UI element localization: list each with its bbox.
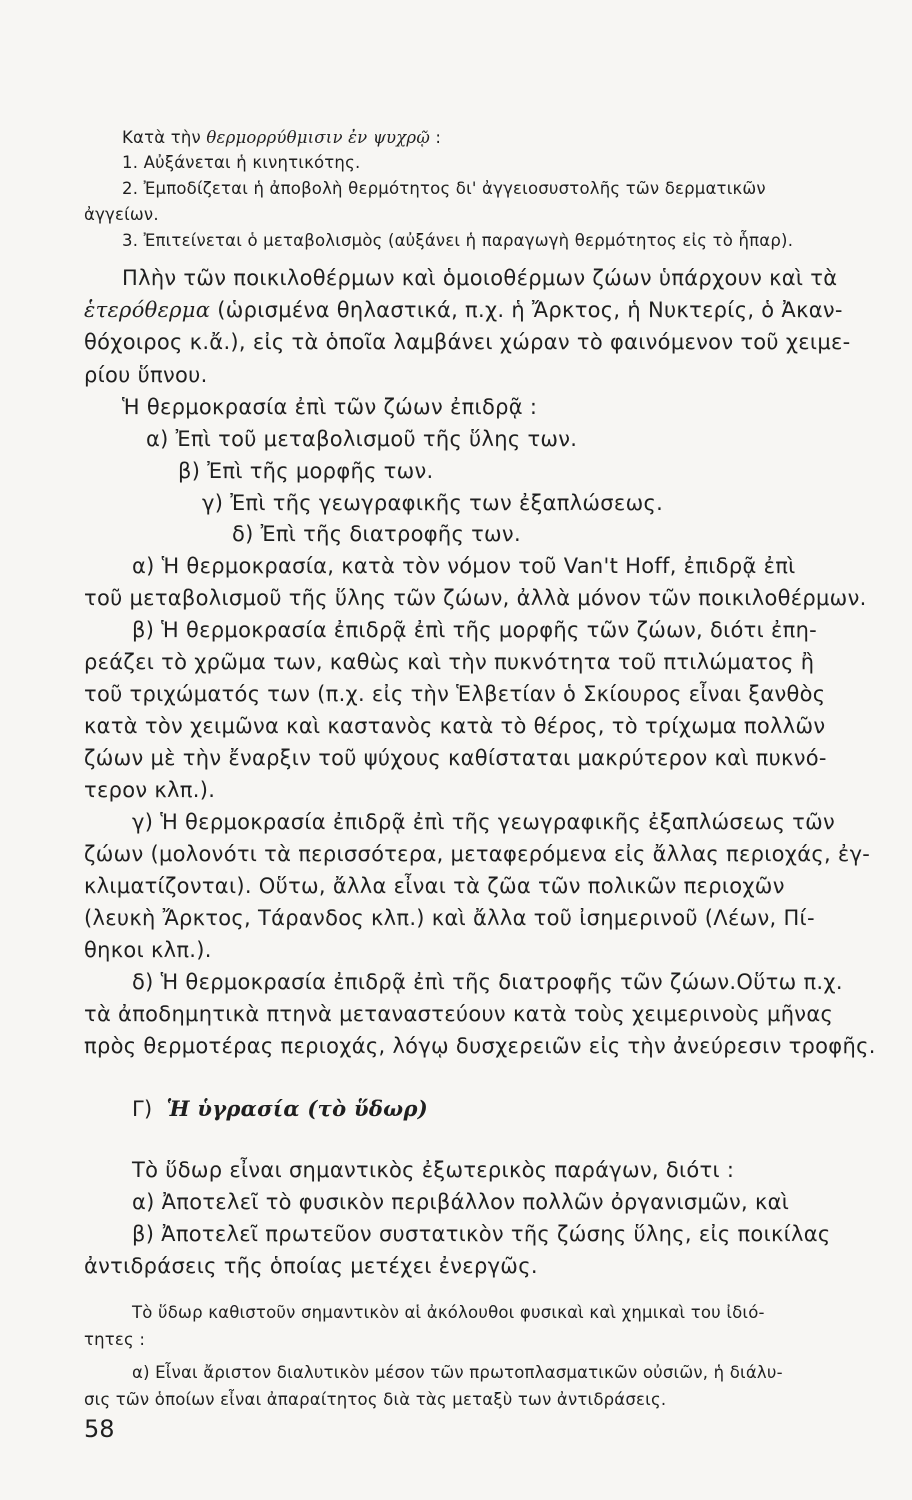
section-heading bbox=[132, 1096, 428, 1121]
body-line: πρὸς θερμοτέρας περιοχάς, λόγῳ δυσχερειῶν εἰς τὴν ἀνεύρεσιν τροφῆς. bbox=[84, 1034, 876, 1058]
body-line: θηκοι κλπ.). bbox=[84, 938, 212, 962]
body-line: γ) Ἐπὶ τῆς γεωγραφικῆς των ἐξαπλώσεως. bbox=[202, 491, 664, 515]
paragraph-line: Πλὴν τῶν ποικιλοθέρμων καὶ ὁμοιοθέρμων ζώων ὑπάρχουν καὶ τὰ bbox=[122, 266, 838, 290]
water-line: ἀντιδράσεις τῆς ὁποίας μετέχει ἐνεργῶς. bbox=[84, 1254, 538, 1278]
intro-line bbox=[122, 128, 441, 147]
intro-prefix: Κατὰ τὴν bbox=[122, 128, 207, 147]
list-item: 1. Αὐξάνεται ἡ κινητικότης. bbox=[122, 153, 361, 172]
body-line: α) Ἐπὶ τοῦ μεταβολισμοῦ τῆς ὕλης των. bbox=[146, 427, 578, 451]
body-line: τοῦ μεταβολισμοῦ τῆς ὕλης τῶν ζώων, ἀλλὰ μόνον τῶν ποικιλοθέρμων. bbox=[84, 586, 867, 610]
body-line: β) Ἡ θερμοκρασία ἐπιδρᾷ ἐπὶ τῆς μορφῆς τῶν ζώων, διότι ἐπη- bbox=[132, 618, 818, 642]
water-line: Τὸ ὕδωρ εἶναι σημαντικὸς ἐξωτερικὸς παράγων, διότι : bbox=[132, 1158, 735, 1182]
paragraph-line bbox=[84, 298, 843, 322]
small-paragraph-line: Τὸ ὕδωρ καθιστοῦν σημαντικὸν αἱ ἀκόλουθοι φυσικαὶ καὶ χημικαὶ του ἰδιό- bbox=[132, 1303, 765, 1322]
body-line: α) Ἡ θερμοκρασία, κατὰ τὸν νόμον τοῦ Van't Hoff, ἐπιδρᾷ ἐπὶ bbox=[132, 554, 796, 578]
body-line: ζώων (μολονότι τὰ περισσότερα, μεταφερόμενα εἰς ἄλλας περιοχάς, ἐγ- bbox=[84, 842, 871, 866]
intro-term: θερμορρύθμισιν ἐν ψυχρῷ bbox=[206, 128, 430, 147]
body-line: κλιματίζονται). Οὕτω, ἄλλα εἶναι τὰ ζῶα τῶν πολικῶν περιοχῶν bbox=[84, 874, 785, 898]
paragraph-line: θόχοιρος κ.ἄ.), εἰς τὰ ὁποῖα λαμβάνει χώραν τὸ φαινόμενον τοῦ χειμε- bbox=[84, 330, 851, 354]
section-heading-title: Ἡ ὑγρασία (τὸ ὕδωρ) bbox=[166, 1096, 428, 1121]
water-line: β) Ἀποτελεῖ πρωτεῦον συστατικὸν τῆς ζώσης ὕλης, εἰς ποικίλας bbox=[132, 1222, 831, 1246]
body-line: δ) Ἡ θερμοκρασία ἐπιδρᾷ ἐπὶ τῆς διατροφῆς τῶν ζώων.Οὕτω π.χ. bbox=[132, 970, 843, 994]
body-line: κατὰ τὸν χειμῶνα καὶ καστανὸς κατὰ τὸ θέρος, τὸ τρίχωμα πολλῶν bbox=[84, 714, 826, 738]
paragraph-text: (ὡρισμένα θηλαστικά, π.χ. ἡ Ἄρκτος, ἡ Νυκτερίς, ὁ Ἀκαν- bbox=[210, 298, 843, 322]
small-paragraph-line: σις τῶν ὁποίων εἶναι ἀπαραίτητος διὰ τὰς μεταξὺ των ἀντιδράσεις. bbox=[84, 1390, 667, 1409]
body-line: ζώων μὲ τὴν ἔναρξιν τοῦ ψύχους καθίσταται μακρύτερον καὶ πυκνό- bbox=[84, 746, 827, 770]
term-heterotherma: ἑτερόθερμα bbox=[84, 298, 211, 322]
water-line: α) Ἀποτελεῖ τὸ φυσικὸν περιβάλλον πολλῶν ὀργανισμῶν, καὶ bbox=[132, 1190, 790, 1214]
body-line: δ) Ἐπὶ τῆς διατροφῆς των. bbox=[232, 522, 521, 546]
body-line: γ) Ἡ θερμοκρασία ἐπιδρᾷ ἐπὶ τῆς γεωγραφικῆς ἐξαπλώσεως τῶν bbox=[132, 810, 836, 834]
list-item: 3. Ἐπιτείνεται ὁ μεταβολισμὸς (αὐξάνει ἡ παραγωγὴ θερμότητος εἰς τὸ ἧπαρ). bbox=[122, 231, 794, 250]
section-heading-label: Γ) bbox=[132, 1097, 153, 1121]
body-line: τοῦ τριχώματός των (π.χ. εἰς τὴν Ἑλβετίαν ὁ Σκίουρος εἶναι ξανθὸς bbox=[84, 682, 826, 706]
body-line: τερον κλπ.). bbox=[84, 778, 216, 802]
body-line: τὰ ἀποδημητικὰ πτηνὰ μεταναστεύουν κατὰ τοὺς χειμερινοὺς μῆνας bbox=[84, 1002, 834, 1026]
paragraph-line: ρίου ὕπνου. bbox=[84, 363, 208, 387]
list-item: ἀγγείων. bbox=[84, 205, 159, 224]
small-paragraph-line: α) Εἶναι ἄριστον διαλυτικὸν μέσον τῶν πρωτοπλασματικῶν οὐσιῶν, ἡ διάλυ- bbox=[132, 1363, 783, 1382]
small-paragraph-line: τητες : bbox=[84, 1330, 146, 1349]
body-line: β) Ἐπὶ τῆς μορφῆς των. bbox=[178, 459, 434, 483]
body-line: (λευκὴ Ἄρκτος, Τάρανδος κλπ.) καὶ ἄλλα τοῦ ἰσημερινοῦ (Λέων, Πί- bbox=[84, 906, 815, 930]
list-item: 2. Ἐμποδίζεται ἡ ἀποβολὴ θερμότητος δι' ἀγγειοσυστολῆς τῶν δερματικῶν bbox=[122, 179, 766, 198]
intro-suffix: : bbox=[429, 128, 442, 147]
body-line: ρεάζει τὸ χρῶμα των, καθὼς καὶ τὴν πυκνότητα τοῦ πτιλώματος ἢ bbox=[84, 650, 815, 674]
page-number: 58 bbox=[84, 1415, 115, 1443]
body-line: Ἡ θερμοκρασία ἐπὶ τῶν ζώων ἐπιδρᾷ : bbox=[122, 395, 538, 419]
